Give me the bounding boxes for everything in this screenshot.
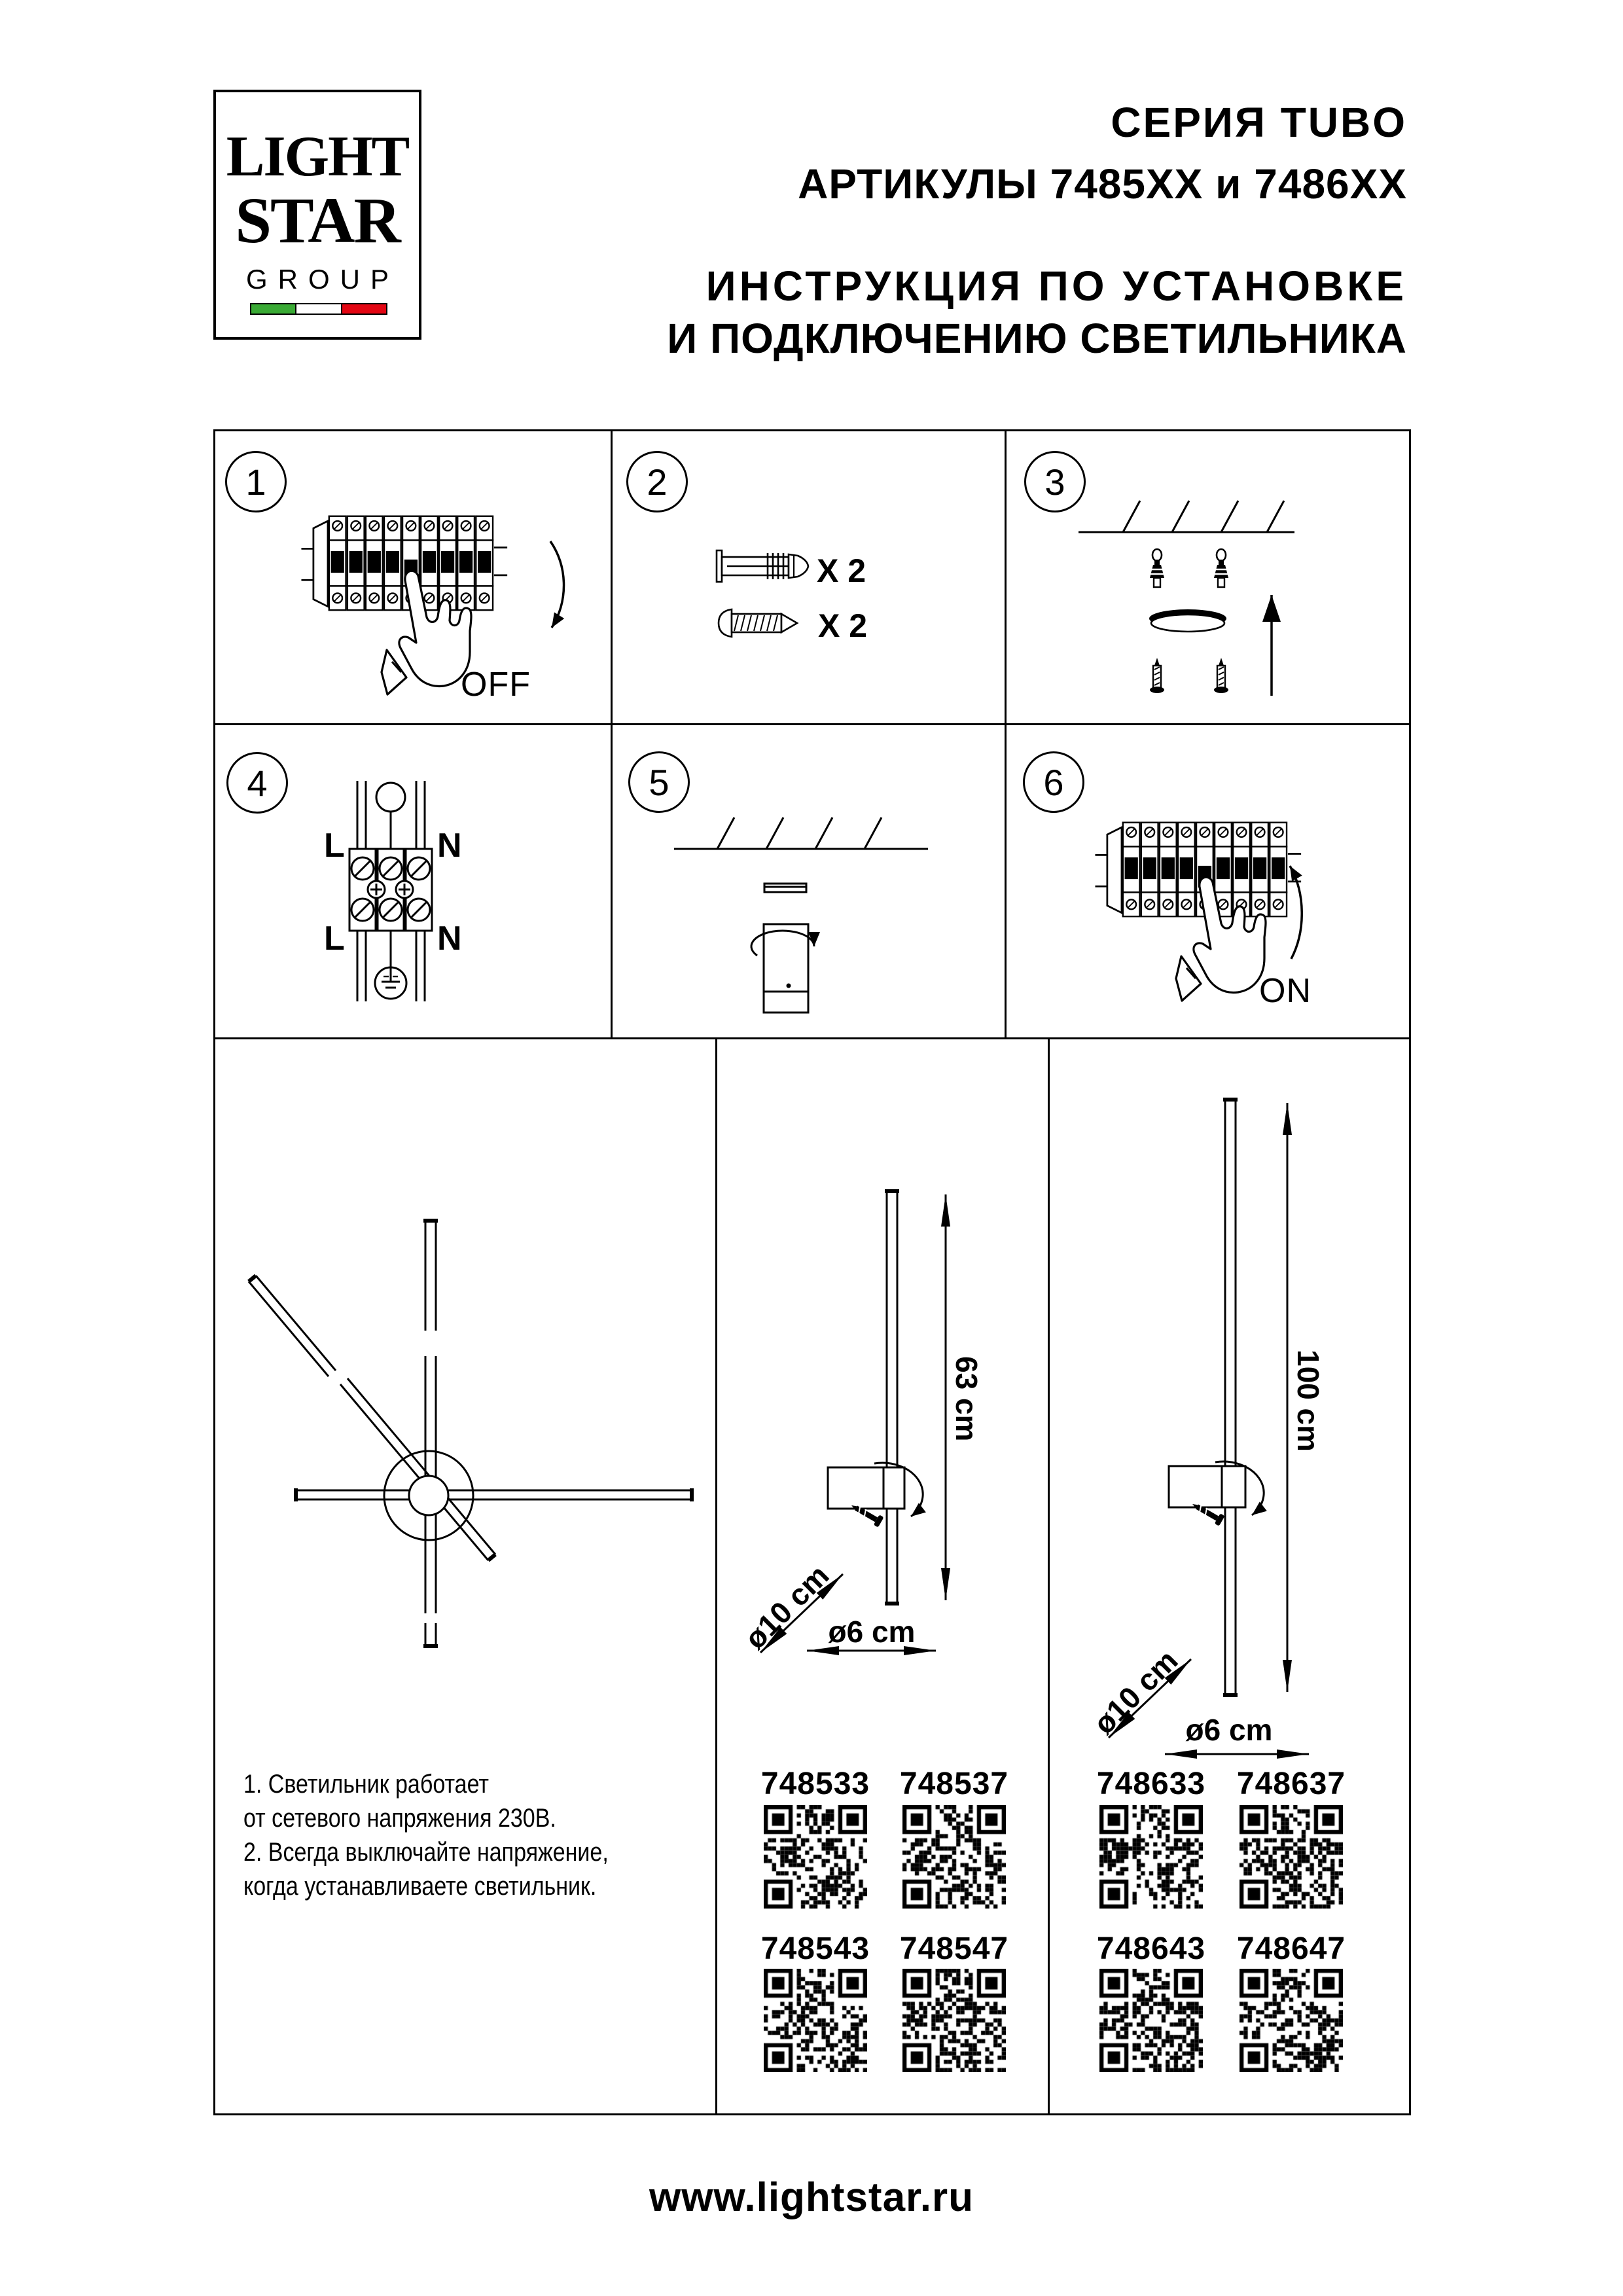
logo-group-text: GROUP	[245, 264, 399, 295]
canopy-diameter-label: ø10 cm	[738, 1558, 836, 1656]
article-code: 748643	[1096, 1931, 1206, 1966]
instruction-title-line2: И ПОДКЛЮЧЕНИЮ СВЕТИЛЬНИКА	[667, 315, 1407, 362]
article-code: 748547	[899, 1931, 1009, 1966]
step-1-circuit-breaker-off-illustration	[215, 431, 611, 723]
instruction-title-line1: ИНСТРУКЦИЯ ПО УСТАНОВКЕ	[705, 262, 1407, 310]
tube-diameter-label: ø6 cm	[828, 1615, 916, 1649]
tube-break	[421, 1613, 440, 1623]
diagonal-tube-icon	[249, 1276, 495, 1560]
wall-plug-icon	[1214, 549, 1228, 587]
step-3-number: 3	[1044, 461, 1065, 503]
article-code: 748537	[899, 1767, 1009, 1801]
switch-down-arrow-icon	[550, 541, 564, 628]
tube-icon	[1223, 1100, 1238, 1695]
canopy-diameter-label: ø10 cm	[1086, 1643, 1185, 1741]
qr-code	[764, 1805, 867, 1909]
tubo-63-dimension-drawing	[717, 1041, 1050, 1696]
qr-code	[1099, 1969, 1203, 2072]
screw-quantity-label: X 2	[818, 607, 868, 644]
note-line: от сетевого напряжения 230В.	[243, 1804, 556, 1833]
website-url: www.lightstar.ru	[649, 2175, 974, 2220]
wall-canopy-icon	[1169, 1466, 1245, 1507]
step-6-circuit-breaker-on-illustration	[1008, 728, 1404, 1020]
qr-code	[1240, 1805, 1343, 1909]
height-dimension-label: 63 cm	[950, 1356, 984, 1442]
terminal-n-bottom-label: N	[437, 920, 462, 958]
ceiling-icon	[674, 817, 928, 849]
ground-symbol-icon	[375, 967, 406, 999]
step-6-number: 6	[1043, 761, 1064, 803]
article-code: 748533	[760, 1767, 870, 1801]
circuit-breaker-icon	[301, 516, 507, 611]
off-label: OFF	[461, 666, 531, 704]
note-line: 1. Светильник работает	[243, 1770, 489, 1799]
safety-notes	[243, 1767, 609, 1903]
qr-code	[1240, 1969, 1343, 2072]
article-code: 748637	[1236, 1767, 1346, 1801]
article-code: 748543	[760, 1931, 870, 1966]
tubo-100-dimension-drawing	[1050, 1041, 1411, 1774]
terminal-l-bottom-label: L	[324, 920, 345, 958]
height-dimension-label: 100 cm	[1291, 1350, 1325, 1452]
screw-icon	[1214, 658, 1228, 693]
lightstar-logo	[213, 90, 421, 340]
article-code: 748647	[1236, 1931, 1346, 1966]
wall-plug-icon	[1150, 549, 1164, 587]
italian-flag-icon	[250, 303, 387, 315]
fixture-overview-drawing	[213, 1041, 717, 1735]
wire-end-icon	[376, 783, 405, 812]
qr-code	[764, 1969, 867, 2072]
flag-white-stripe	[295, 304, 342, 314]
flag-green-stripe	[251, 304, 295, 314]
step-3-mounting-illustration	[1008, 431, 1404, 723]
tube-diameter-label: ø6 cm	[1185, 1713, 1273, 1747]
circuit-breaker-icon	[1095, 823, 1301, 917]
qr-code	[902, 1805, 1006, 1909]
mounting-screw-icon	[719, 609, 797, 637]
tube-break	[421, 1331, 440, 1356]
horizontal-tube-icon	[296, 1488, 692, 1501]
step-5-canopy-illustration	[613, 725, 1007, 1039]
qr-code	[1099, 1805, 1203, 1909]
wall-plug-icon	[717, 550, 808, 582]
terminal-block-icon	[349, 849, 432, 931]
step-5-number: 5	[649, 761, 669, 803]
canopy-cylinder-icon	[764, 924, 808, 1013]
qr-code	[902, 1969, 1006, 2072]
tube-icon	[885, 1191, 899, 1604]
mounting-plate-icon	[764, 884, 806, 892]
screw-icon	[1150, 658, 1164, 693]
article-code: 748633	[1096, 1767, 1206, 1801]
step-4-wiring-illustration	[213, 725, 613, 1039]
step-2-hardware-illustration	[610, 431, 1005, 723]
wall-plug-quantity-label: X 2	[817, 552, 866, 589]
series-title: СЕРИЯ TUBO	[1111, 99, 1407, 146]
articles-title: АРТИКУЛЫ 7485XX и 7486XX	[798, 160, 1407, 207]
flag-red-stripe	[342, 304, 386, 314]
logo-light-text: LIGHT	[226, 125, 409, 188]
on-label: ON	[1259, 972, 1311, 1010]
ceiling-icon	[1079, 501, 1294, 532]
note-line: когда устанавливаете светильник.	[243, 1872, 597, 1901]
wall-canopy-icon	[828, 1467, 904, 1509]
mounting-ring-icon	[1149, 609, 1226, 632]
switch-up-arrow-icon	[1290, 866, 1302, 959]
terminal-n-top-label: N	[437, 827, 462, 865]
vertical-tube-icon	[423, 1221, 438, 1646]
step-2-number: 2	[647, 461, 668, 503]
terminal-l-top-label: L	[324, 827, 345, 865]
logo-star-text: STAR	[235, 184, 400, 257]
step-1-number: 1	[245, 461, 266, 503]
canopy-inner-circle	[409, 1476, 448, 1515]
step-4-number: 4	[247, 762, 268, 804]
note-line: 2. Всегда выключайте напряжение,	[243, 1838, 609, 1867]
